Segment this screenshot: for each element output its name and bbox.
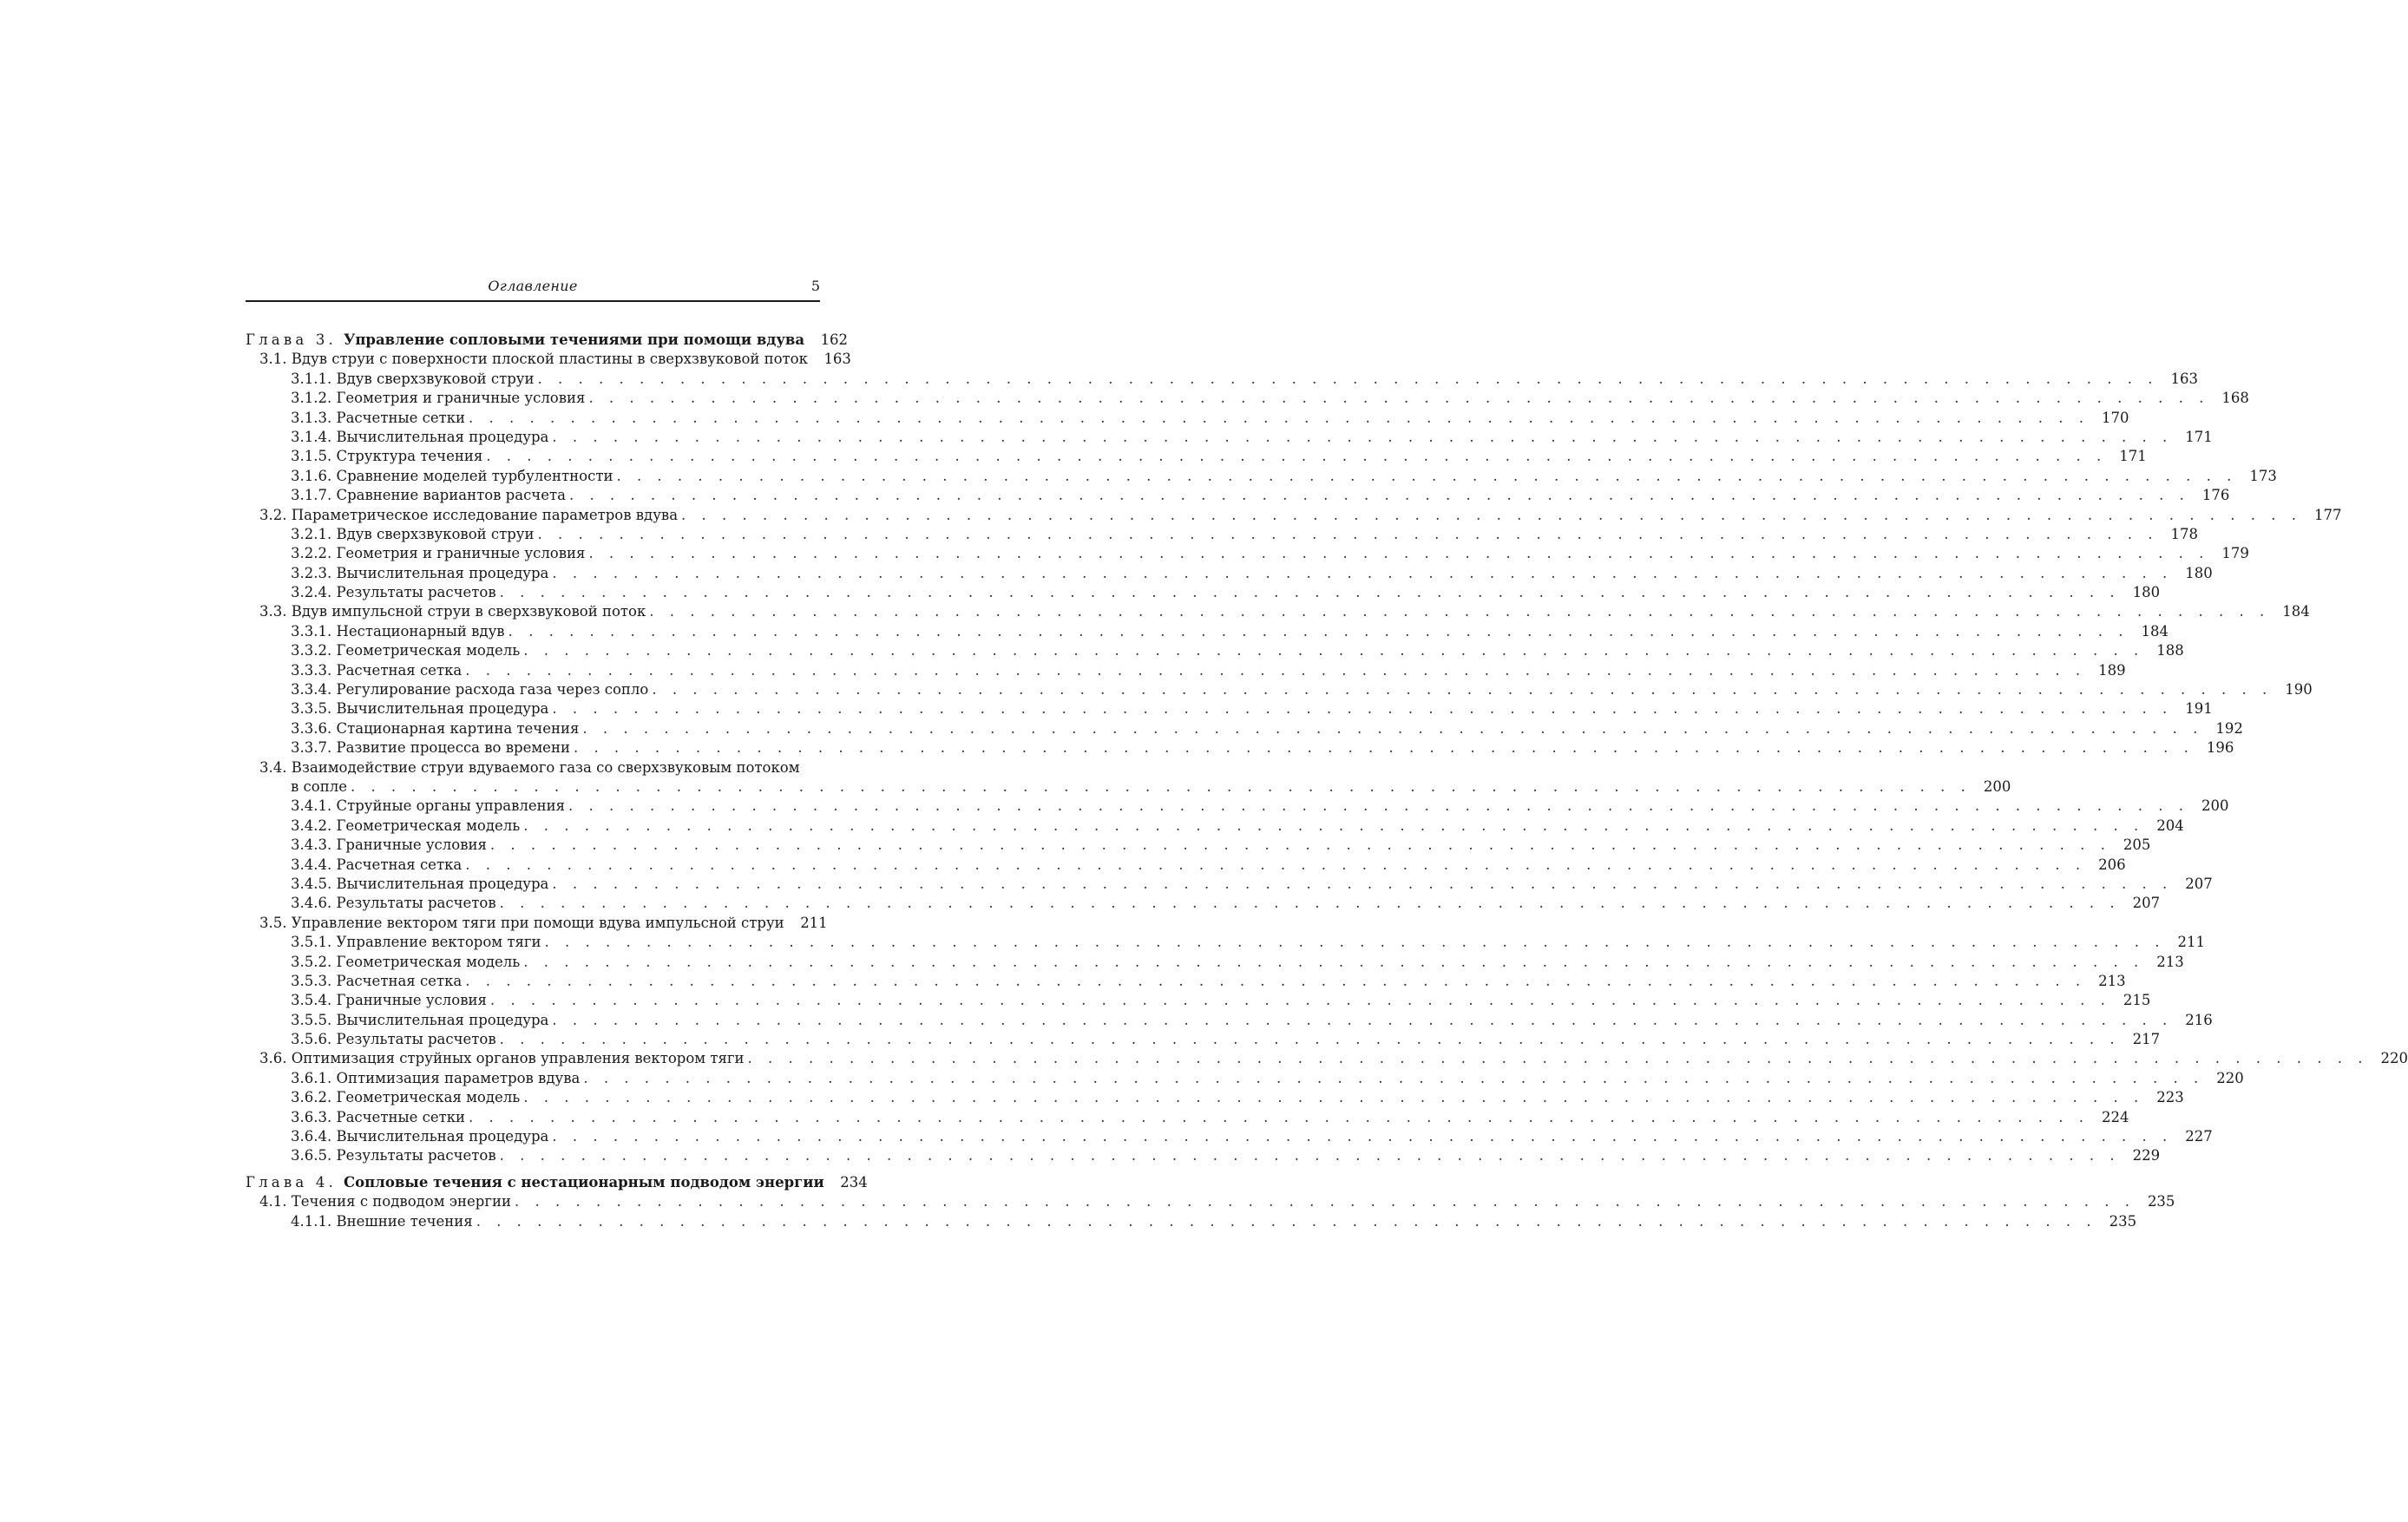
dot-leader: . . . . . . . . . . . . . . . . . . . . . . . . . . . . . . . . . . . . . . . . . . . . . . . . . . . . . . . . . . . . . . . . . . . . . . . . . . . . . . . .	[568, 487, 2190, 504]
dot-leader: . . . . . . . . . . . . . . . . . . . . . . . . . . . . . . . . . . . . . . . . . . . . . . . . . . . . . . . . . . . . . . . . . . . . . . . . . . . . . . . .	[652, 681, 2273, 699]
dot-leader: . . . . . . . . . . . . . . . . . . . . . . . . . . . . . . . . . . . . . . . . . . . . . . . . . . . . . . . . . . . . . . . . . . . . . . . . . . . . . . . .	[583, 1069, 2204, 1086]
toc-subsection-row	[246, 1127, 2213, 1146]
toc-entry-title: 3.3.2. Геометрическая модель	[291, 642, 521, 659]
toc-subsection-row	[246, 894, 2161, 913]
toc-subsection-row	[246, 641, 2184, 660]
toc-entry-title: 3.6. Оптимизация струйных органов управления вектором тяги	[259, 1050, 745, 1067]
dot-leader: . . . . . . . . . . . . . . . . . . . . . . . . . . . . . . . . . . . . . . . . . . . . . . . . . . . . . . . . . . . . . . . . . . . . . . . . . . . . . . . .	[552, 1011, 2173, 1028]
toc-page-number: 211	[800, 914, 828, 931]
toc-entry-title: 3.5.1. Управление вектором тяги	[291, 934, 541, 951]
toc-entry-title: 3.4.1. Струйные органы управления	[291, 797, 566, 815]
table-of-contents	[246, 331, 2408, 1231]
dot-leader: . . . . . . . . . . . . . . . . . . . . . . . . . . . . . . . . . . . . . . . . . . . . . . . . . . . . . . . . . . . . . . . . . . . . . . . . . . . . . . . .	[469, 409, 2090, 426]
toc-section-row	[246, 506, 2342, 525]
toc-subsection-row	[246, 719, 2243, 738]
dot-leader: . . . . . . . . . . . . . . . . . . . . . . . . . . . . . . . . . . . . . . . . . . . . . . . . . . . . . . . . . . . . . . . . . . . . . . . . . . . . . . . .	[350, 777, 1972, 795]
chapter-title: Управление сопловыми течениями при помощи вдува	[343, 331, 805, 348]
toc-page-number: 217	[2132, 1031, 2161, 1048]
toc-section-row	[246, 602, 2310, 621]
running-header	[246, 276, 820, 302]
toc-subsection-row	[246, 836, 2151, 855]
toc-page-number: 170	[2101, 409, 2129, 426]
toc-page-number: 229	[2132, 1147, 2161, 1164]
dot-leader: . . . . . . . . . . . . . . . . . . . . . . . . . . . . . . . . . . . . . . . . . . . . . . . . . . . . . . . . . . . . . . . . . . . . . . . . . . . . . . . .	[499, 584, 2121, 601]
chapter-title: Сопловые течения с нестационарным подводом энергии	[343, 1173, 824, 1191]
toc-subsection-row	[246, 1011, 2213, 1030]
toc-page-number: 184	[2141, 622, 2169, 640]
dot-leader: . . . . . . . . . . . . . . . . . . . . . . . . . . . . . . . . . . . . . . . . . . . . . . . . . . . . . . . . . . . . . . . . . . . . . . . . . . . . . . . .	[552, 700, 2173, 718]
dot-leader: . . . . . . . . . . . . . . . . . . . . . . . . . . . . . . . . . . . . . . . . . . . . . . . . . . . . . . . . . . . . . . . . . . . . . . . . . . . . . . . .	[476, 1212, 2097, 1230]
dot-leader: . . . . . . . . . . . . . . . . . . . . . . . . . . . . . . . . . . . . . . . . . . . . . . . . . . . . . . . . . . . . . . . . . . . . . . . . . . . . . . . .	[465, 661, 2086, 679]
dot-leader: . . . . . . . . . . . . . . . . . . . . . . . . . . . . . . . . . . . . . . . . . . . . . . . . . . . . . . . . . . . . . . . . . . . . . . . . . . . . . . . .	[544, 934, 2165, 951]
toc-page-number: 223	[2156, 1089, 2184, 1106]
toc-page-number: 171	[2119, 448, 2147, 465]
toc-page-number: 173	[2249, 467, 2277, 484]
chapter-prefix: Глава 3.	[246, 331, 337, 348]
toc-page-number: 216	[2185, 1011, 2213, 1028]
toc-entry-title: 3.1. Вдув струи с поверхности плоской пластины в сверхзвуковой поток	[259, 351, 808, 368]
toc-entry-title: 3.2.4. Результаты расчетов	[291, 584, 496, 601]
toc-entry-title: 3.6.3. Расчетные сетки	[291, 1108, 466, 1125]
toc-subsection-row	[246, 447, 2147, 466]
toc-chapter-row	[246, 331, 849, 350]
toc-entry-title: 3.1.2. Геометрия и граничные условия	[291, 390, 586, 407]
toc-page-number: 207	[2132, 895, 2161, 912]
toc-entry-title: 3.5.5. Вычислительная процедура	[291, 1011, 549, 1028]
toc-subsection-row	[246, 544, 2249, 563]
toc-entry-title: 3.1.7. Сравнение вариантов расчета	[291, 487, 566, 504]
toc-subsection-row	[246, 389, 2249, 408]
chapter-prefix: Глава 4.	[246, 1173, 337, 1191]
toc-page-number: 196	[2206, 739, 2234, 757]
toc-page-number: 168	[2221, 390, 2249, 407]
toc-entry-title: 4.1.1. Внешние течения	[291, 1212, 473, 1230]
toc-subsection-row	[246, 972, 2126, 991]
dot-leader: . . . . . . . . . . . . . . . . . . . . . . . . . . . . . . . . . . . . . . . . . . . . . . . . . . . . . . . . . . . . . . . . . . . . . . . . . . . . . . . .	[523, 642, 2144, 659]
toc-page-number: 235	[2109, 1212, 2137, 1230]
toc-entry-title: 3.5.2. Геометрическая модель	[291, 953, 521, 970]
toc-entry-title: 3.6.4. Вычислительная процедура	[291, 1128, 549, 1145]
dot-leader: . . . . . . . . . . . . . . . . . . . . . . . . . . . . . . . . . . . . . . . . . . . . . . . . . . . . . . . . . . . . . . . . . . . . . . . . . . . . . . . .	[537, 370, 2158, 387]
toc-continuation: в сопле	[291, 777, 347, 795]
toc-subsection-row	[246, 738, 2234, 758]
toc-subsection-row	[246, 991, 2151, 1010]
toc-subsection-row	[246, 409, 2129, 428]
toc-subsection-row	[246, 525, 2198, 544]
toc-subsection-row	[246, 1088, 2184, 1107]
dot-leader: . . . . . . . . . . . . . . . . . . . . . . . . . . . . . . . . . . . . . . . . . . . . . . . . . . . . . . . . . . . . . . . . . . . . . . . . . . . . . . . .	[573, 739, 2195, 757]
toc-page-number: 176	[2201, 487, 2230, 504]
toc-section-row	[246, 777, 2011, 797]
dot-leader: . . . . . . . . . . . . . . . . . . . . . . . . . . . . . . . . . . . . . . . . . . . . . . . . . . . . . . . . . . . . . . . . . . . . . . . . . . . . . . . .	[469, 1108, 2090, 1125]
toc-page-number: 179	[2221, 545, 2249, 562]
toc-page-number: 191	[2185, 700, 2213, 718]
toc-entry-title: 3.2. Параметрическое исследование параметров вдува	[259, 506, 679, 523]
toc-entry-title: 3.4.3. Граничные условия	[291, 836, 487, 854]
dot-leader: . . . . . . . . . . . . . . . . . . . . . . . . . . . . . . . . . . . . . . . . . . . . . . . . . . . . . . . . . . . . . . . . . . . . . . . . . . . . . . . .	[465, 856, 2086, 873]
toc-subsection-row	[246, 1069, 2244, 1088]
toc-entry-title: 4.1. Течения с подводом энергии	[259, 1193, 511, 1210]
toc-page-number: 220	[2380, 1050, 2408, 1067]
toc-subsection-row	[246, 856, 2126, 875]
toc-subsection-row	[246, 953, 2184, 972]
toc-entry-title: 3.6.5. Результаты расчетов	[291, 1147, 496, 1164]
toc-section-row	[246, 1192, 2175, 1211]
dot-leader: . . . . . . . . . . . . . . . . . . . . . . . . . . . . . . . . . . . . . . . . . . . . . . . . . . . . . . . . . . . . . . . . . . . . . . . . . . . . . . . .	[465, 972, 2086, 989]
dot-leader: . . . . . . . . . . . . . . . . . . . . . . . . . . . . . . . . . . . . . . . . . . . . . . . . . . . . . . . . . . . . . . . . . . . . . . . . . . . . . . . .	[552, 875, 2173, 892]
toc-entry-title: 3.4.2. Геометрическая модель	[291, 817, 521, 834]
dot-leader: . . . . . . . . . . . . . . . . . . . . . . . . . . . . . . . . . . . . . . . . . . . . . . . . . . . . . . . . . . . . . . . . . . . . . . . . . . . . . . . .	[499, 1147, 2121, 1164]
dot-leader: . . . . . . . . . . . . . . . . . . . . . . . . . . . . . . . . . . . . . . . . . . . . . . . . . . . . . . . . . . . . . . . . . . . . . . . . . . . . . . . .	[582, 719, 2203, 737]
toc-entry-title: 3.2.2. Геометрия и граничные условия	[291, 545, 586, 562]
toc-entry-title: 3.1.3. Расчетные сетки	[291, 409, 466, 426]
toc-page-number: 227	[2185, 1128, 2213, 1145]
toc-entry-title: 3.6.2. Геометрическая модель	[291, 1089, 521, 1106]
toc-entry-title: 3.3.6. Стационарная картина течения	[291, 719, 580, 737]
toc-subsection-row	[246, 1212, 2137, 1231]
toc-subsection-row	[246, 467, 2277, 486]
toc-page-number: 188	[2156, 642, 2184, 659]
toc-page-number: 204	[2156, 817, 2184, 834]
toc-subsection-row	[246, 699, 2213, 718]
dot-leader: . . . . . . . . . . . . . . . . . . . . . . . . . . . . . . . . . . . . . . . . . . . . . . . . . . . . . . . . . . . . . . . . . . . . . . . . . . . . . . . .	[499, 1031, 2121, 1048]
dot-leader: . . . . . . . . . . . . . . . . . . . . . . . . . . . . . . . . . . . . . . . . . . . . . . . . . . . . . . . . . . . . . . . . . . . . . . . . . . . . . . . .	[649, 603, 2270, 620]
toc-section-row	[246, 1049, 2408, 1068]
page-number: 5	[810, 278, 820, 294]
toc-entry-title: 3.4.4. Расчетная сетка	[291, 856, 463, 873]
toc-page-number: 220	[2216, 1069, 2244, 1086]
toc-page-number: 171	[2185, 428, 2213, 445]
toc-page-number: 180	[2132, 584, 2161, 601]
dot-leader: . . . . . . . . . . . . . . . . . . . . . . . . . . . . . . . . . . . . . . . . . . . . . . . . . . . . . . . . . . . . . . . . . . . . . . . . . . . . . . . .	[588, 545, 2209, 562]
toc-entry-title: 3.3.5. Вычислительная процедура	[291, 700, 549, 718]
toc-entry-title: 3.3.3. Расчетная сетка	[291, 661, 463, 679]
toc-page-number: 207	[2185, 875, 2213, 892]
toc-page-number: 177	[2313, 506, 2342, 523]
toc-page-number: 215	[2123, 992, 2151, 1009]
toc-page-number: 200	[2201, 797, 2229, 815]
dot-leader: . . . . . . . . . . . . . . . . . . . . . . . . . . . . . . . . . . . . . . . . . . . . . . . . . . . . . . . . . . . . . . . . . . . . . . . . . . . . . . . .	[508, 622, 2129, 640]
toc-section-row	[246, 350, 851, 369]
dot-leader: . . . . . . . . . . . . . . . . . . . . . . . . . . . . . . . . . . . . . . . . . . . . . . . . . . . . . . . . . . . . . . . . . . . . . . . . . . . . . . . .	[588, 390, 2209, 407]
toc-page-number: 189	[2098, 661, 2126, 679]
dot-leader: . . . . . . . . . . . . . . . . . . . . . . . . . . . . . . . . . . . . . . . . . . . . . . . . . . . . . . . . . . . . . . . . . . . . . . . . . . . . . . . .	[537, 525, 2158, 542]
toc-entry-title: 3.5. Управление вектором тяги при помощи вдува импульсной струи	[259, 914, 784, 931]
toc-entry-title: 3.2.1. Вдув сверхзвуковой струи	[291, 525, 535, 542]
dot-leader: . . . . . . . . . . . . . . . . . . . . . . . . . . . . . . . . . . . . . . . . . . . . . . . . . . . . . . . . . . . . . . . . . . . . . . . . . . . . . . . .	[515, 1193, 2136, 1210]
toc-subsection-row	[246, 1108, 2129, 1127]
toc-subsection-row	[246, 680, 2313, 699]
toc-page-number: 205	[2123, 836, 2151, 854]
toc-section-row	[246, 914, 828, 933]
toc-entry-title: 3.3.1. Нестационарный вдув	[291, 622, 505, 640]
dot-leader: . . . . . . . . . . . . . . . . . . . . . . . . . . . . . . . . . . . . . . . . . . . . . . . . . . . . . . . . . . . . . . . . . . . . . . . . . . . . . . . .	[489, 992, 2111, 1009]
toc-section-title-line: 3.4. Взаимодействие струи вдуваемого газа со сверхзвуковым потоком	[259, 758, 800, 776]
toc-entry-title: 3.1.5. Структура течения	[291, 448, 483, 465]
toc-subsection-row	[246, 583, 2161, 602]
toc-subsection-row	[246, 797, 2229, 816]
toc-entry-title: 3.4.6. Результаты расчетов	[291, 895, 496, 912]
toc-entry-title: 3.5.6. Результаты расчетов	[291, 1031, 496, 1048]
toc-page-number: 211	[2177, 934, 2205, 951]
dot-leader: . . . . . . . . . . . . . . . . . . . . . . . . . . . . . . . . . . . . . . . . . . . . . . . . . . . . . . . . . . . . . . . . . . . . . . . . . . . . . . . .	[552, 1128, 2173, 1145]
toc-subsection-row	[246, 875, 2213, 894]
toc-page-number: 200	[1983, 777, 2011, 795]
toc-subsection-row	[246, 564, 2213, 583]
toc-page-number: 178	[2170, 525, 2198, 542]
toc-chapter-row	[246, 1173, 868, 1192]
toc-page-number: 234	[840, 1173, 868, 1191]
toc-entry-title: 3.5.3. Расчетная сетка	[291, 972, 463, 989]
dot-leader: . . . . . . . . . . . . . . . . . . . . . . . . . . . . . . . . . . . . . . . . . . . . . . . . . . . . . . . . . . . . . . . . . . . . . . . . . . . . . . . .	[523, 1089, 2144, 1106]
toc-entry-title: 3.1.4. Вычислительная процедура	[291, 428, 549, 445]
dot-leader: . . . . . . . . . . . . . . . . . . . . . . . . . . . . . . . . . . . . . . . . . . . . . . . . . . . . . . . . . . . . . . . . . . . . . . . . . . . . . . . .	[681, 506, 2302, 523]
toc-subsection-row	[246, 933, 2205, 952]
dot-leader: . . . . . . . . . . . . . . . . . . . . . . . . . . . . . . . . . . . . . . . . . . . . . . . . . . . . . . . . . . . . . . . . . . . . . . . . . . . . . . . .	[523, 953, 2144, 970]
dot-leader: . . . . . . . . . . . . . . . . . . . . . . . . . . . . . . . . . . . . . . . . . . . . . . . . . . . . . . . . . . . . . . . . . . . . . . . . . . . . . . . .	[486, 448, 2107, 465]
dot-leader: . . . . . . . . . . . . . . . . . . . . . . . . . . . . . . . . . . . . . . . . . . . . . . . . . . . . . . . . . . . . . . . . . . . . . . . . . . . . . . . .	[552, 564, 2173, 581]
toc-entry-title: 3.1.6. Сравнение моделей турбулентности	[291, 467, 613, 484]
toc-page-number: 180	[2185, 564, 2213, 581]
dot-leader: . . . . . . . . . . . . . . . . . . . . . . . . . . . . . . . . . . . . . . . . . . . . . . . . . . . . . . . . . . . . . . . . . . . . . . . . . . . . . . . .	[523, 817, 2144, 834]
toc-subsection-row	[246, 428, 2213, 447]
dot-leader: . . . . . . . . . . . . . . . . . . . . . . . . . . . . . . . . . . . . . . . . . . . . . . . . . . . . . . . . . . . . . . . . . . . . . . . . . . . . . . . .	[552, 428, 2173, 445]
toc-subsection-row	[246, 1146, 2161, 1165]
toc-page-number: 163	[2170, 370, 2198, 387]
toc-page-number: 163	[823, 351, 851, 368]
toc-entry-title: 3.3. Вдув импульсной струи в сверхзвуковой поток	[259, 603, 646, 620]
toc-entry-title: 3.5.4. Граничные условия	[291, 992, 487, 1009]
toc-page-number: 213	[2098, 972, 2126, 989]
dot-leader: . . . . . . . . . . . . . . . . . . . . . . . . . . . . . . . . . . . . . . . . . . . . . . . . . . . . . . . . . . . . . . . . . . . . . . . . . . . . . . . .	[568, 797, 2189, 815]
toc-entry-title: 3.1.1. Вдув сверхзвуковой струи	[291, 370, 535, 387]
toc-entry-title: 3.3.7. Развитие процесса во времени	[291, 739, 570, 757]
dot-leader: . . . . . . . . . . . . . . . . . . . . . . . . . . . . . . . . . . . . . . . . . . . . . . . . . . . . . . . . . . . . . . . . . . . . . . . . . . . . . . . .	[489, 836, 2111, 854]
toc-page-number: 184	[2282, 603, 2310, 620]
toc-subsection-row	[246, 817, 2184, 836]
toc-page-number: 235	[2147, 1193, 2175, 1210]
dot-leader: . . . . . . . . . . . . . . . . . . . . . . . . . . . . . . . . . . . . . . . . . . . . . . . . . . . . . . . . . . . . . . . . . . . . . . . . . . . . . . . .	[616, 467, 2237, 484]
toc-page-number: 192	[2215, 719, 2243, 737]
toc-subsection-row	[246, 622, 2169, 641]
toc-entry-title: 3.2.3. Вычислительная процедура	[291, 564, 549, 581]
toc-page-number: 190	[2285, 681, 2313, 699]
running-title: Оглавление	[488, 278, 578, 294]
toc-subsection-row	[246, 661, 2126, 680]
toc-page-number: 206	[2098, 856, 2126, 873]
toc-page-number: 213	[2156, 953, 2184, 970]
toc-entry-title: 3.4.5. Вычислительная процедура	[291, 875, 549, 892]
toc-subsection-row	[246, 486, 2230, 505]
toc-subsection-row	[246, 1030, 2161, 1049]
toc-subsection-row	[246, 370, 2198, 389]
toc-entry-title: 3.6.1. Оптимизация параметров вдува	[291, 1069, 581, 1086]
dot-leader: . . . . . . . . . . . . . . . . . . . . . . . . . . . . . . . . . . . . . . . . . . . . . . . . . . . . . . . . . . . . . . . . . . . . . . . . . . . . . . . .	[499, 895, 2121, 912]
dot-leader: . . . . . . . . . . . . . . . . . . . . . . . . . . . . . . . . . . . . . . . . . . . . . . . . . . . . . . . . . . . . . . . . . . . . . . . . . . . . . . . .	[747, 1050, 2368, 1067]
toc-page-number: 162	[820, 331, 849, 348]
toc-page-number: 224	[2101, 1108, 2129, 1125]
toc-entry-title: 3.3.4. Регулирование расхода газа через сопло	[291, 681, 649, 699]
